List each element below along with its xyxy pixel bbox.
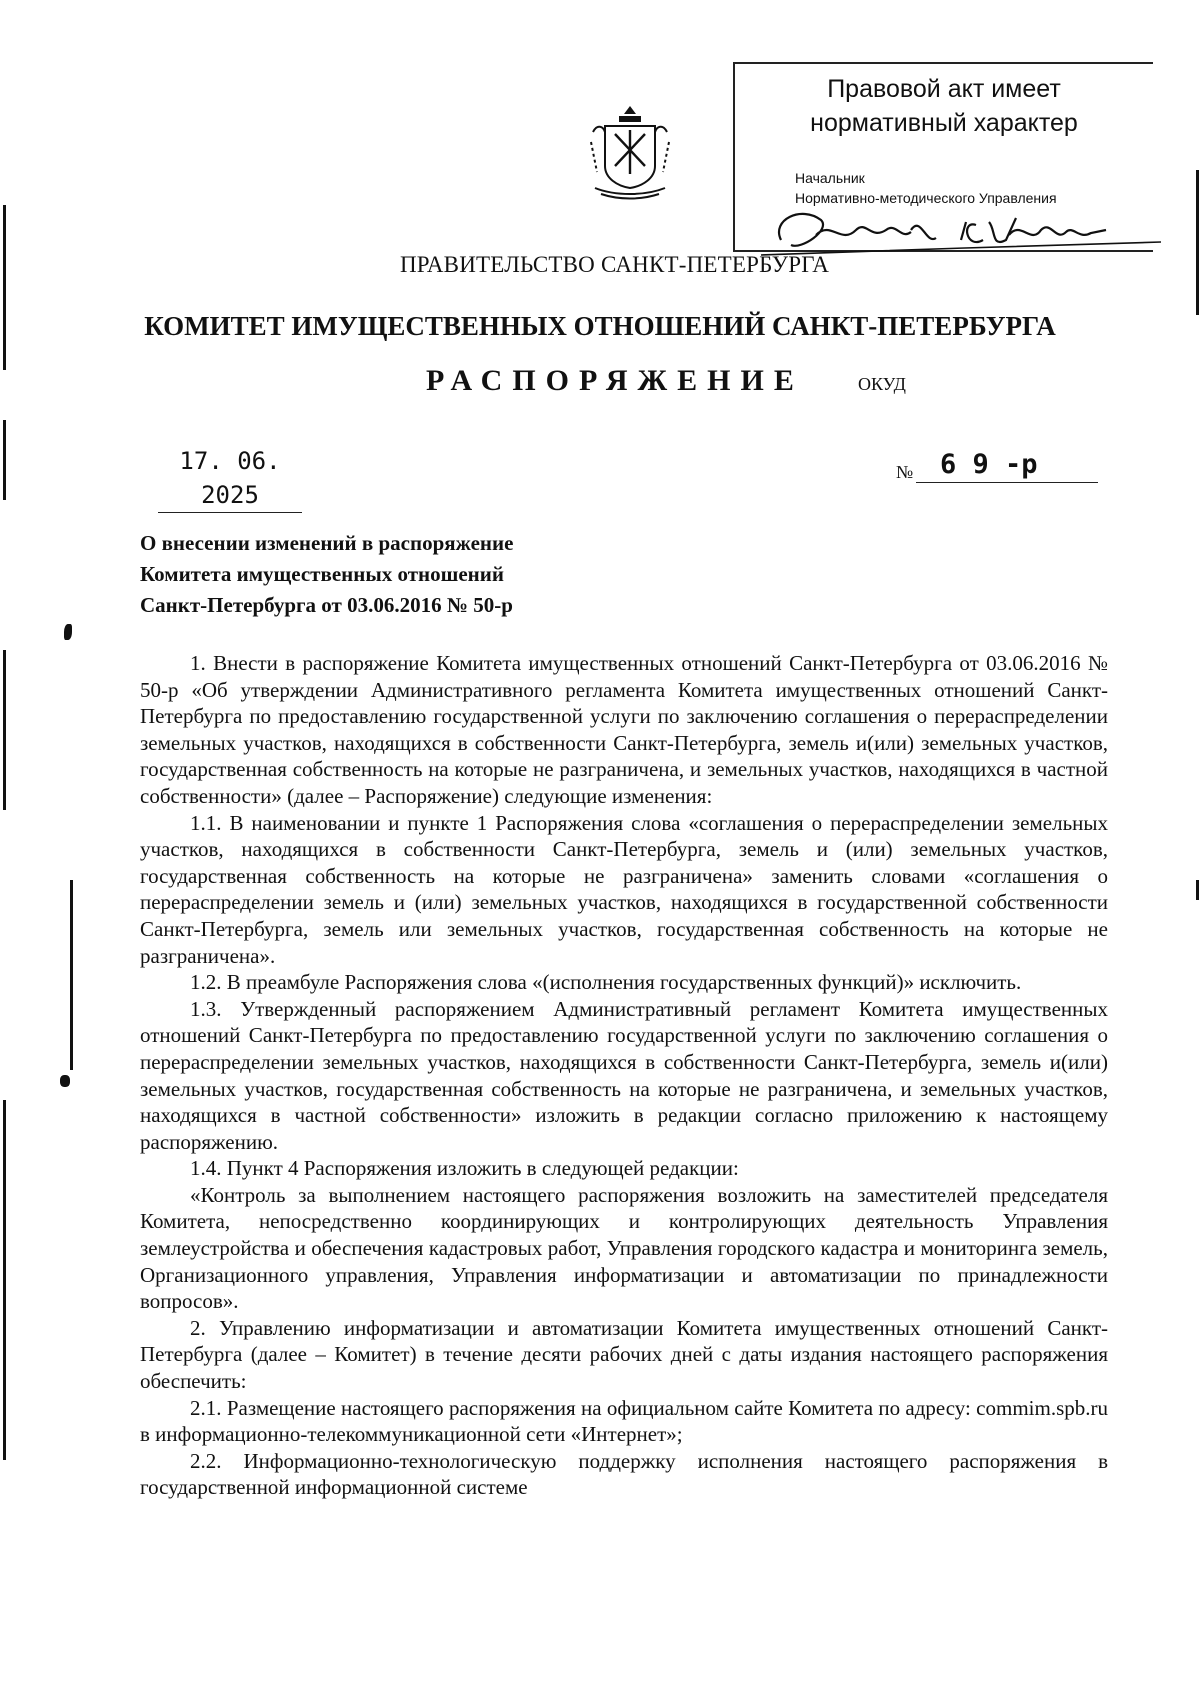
stamp-title-line: нормативный характер [810,109,1078,137]
document-date: 17. 06. 2025 [158,444,302,513]
number-label: № [896,462,914,482]
paragraph: 1.2. В преамбуле Распоряжения слова «(исполнения государственных функций)» исключить. [190,970,1022,995]
paragraph: «Контроль за выполнением настоящего распоряжения возложить на заместителей председателя Комитета, непосредственно координирующих и контролирующих деятельность Управления землеустройства и обеспечения кадастровых работ, Управления городского кадастра и мониторинга земель, Организационного управления, Управления информатизации и автоматизации по принадлежности вопросов». [140,1182,1108,1314]
scan-edge-mark [1196,880,1199,900]
paragraph: 2. Управлению информатизации и автоматизации Комитета имущественных отношений Санкт-Петербурга (далее – Комитет) в течение десяти рабочих дней с даты издания настоящего распоряжения обеспечить: [140,1315,1108,1394]
scan-edge-mark [3,1100,6,1460]
paragraph: 1.3. Утвержденный распоряжением Административный регламент Комитета имущественных отношений Санкт-Петербурга по предоставлению государственной услуги по заключению соглашения о перераспределении земельных участков, находящихся в собственности Санкт-Петербурга, земель и(или) земельных участков, государственная собственность на которые не разграничена, и земельных участков, находящихся в частной собственности» изложить в редакции согласно приложению к настоящему распоряжению. [140,996,1108,1154]
subject-line: О внесении изменений в распоряжение [140,531,514,555]
subject-line: Комитета имущественных отношений [140,562,504,586]
paragraph: 2.2. Информационно-технологическую поддержку исполнения настоящего распоряжения в государственной информационной системе [140,1448,1108,1500]
scan-edge-mark [3,650,6,810]
document-type: РАСПОРЯЖЕНИЕ [426,364,804,397]
scan-edge-mark [1196,170,1199,315]
stamp-role-line: Начальник [795,170,865,186]
document-body [140,650,1108,1501]
stamp-title [735,72,1153,140]
normative-stamp [733,62,1153,252]
subject-line: Санкт-Петербурга от 03.06.2016 № 50-р [140,593,513,617]
scan-edge-mark [64,624,72,640]
scan-edge-mark [3,205,6,370]
scan-edge-mark [70,880,73,1070]
paragraph: 1.4. Пункт 4 Распоряжения изложить в следующей редакции: [190,1156,739,1181]
paragraph: 2.1. Размещение настоящего распоряжения на официальном сайте Комитета по адресу: commim.spb.ru в информационно-телекоммуникационной сети «Интернет»; [140,1395,1108,1447]
government-title: ПРАВИТЕЛЬСТВО САНКТ-ПЕТЕРБУРГА [400,252,830,277]
committee-title: КОМИТЕТ ИМУЩЕСТВЕННЫХ ОТНОШЕНИЙ САНКТ-ПЕТЕРБУРГА [144,311,1056,341]
paragraph: 1. Внести в распоряжение Комитета имущественных отношений Санкт-Петербурга от 03.06.2016 № 50-р «Об утверждении Административного регламента Комитета имущественных отношений Санкт-Петербурга по предоставлению государственной услуги по заключению соглашения о перераспределении земельных участков, находящихся в собственности Санкт-Петербурга, земель и(или) земельных участков, государственная собственность на которые не разграничена, и земельных участков, находящихся в частной собственности» (далее – Распоряжение) следующие изменения: [140,651,1108,808]
stamp-role-line: Нормативно-методического Управления [795,190,1057,206]
coat-of-arms-icon [585,102,675,202]
document-number: 6 9 -р [916,448,1098,483]
stamp-title-line: Правовой акт имеет [827,75,1061,103]
okud-label: ОКУД [858,374,906,394]
scan-edge-mark [3,420,6,500]
paragraph: 1.1. В наименовании и пункте 1 Распоряжения слова «соглашения о перераспределении земельных участков, находящихся в собственности Санкт-Петербурга, земель и (или) земельных участков, государственная собственность на которые не разграничена» заменить словами «соглашения о перераспределении земель и (или) земельных участков, находящихся в государственной собственности Санкт-Петербурга, земель или земельных участков, государственная собственность на которые не разграничена». [140,810,1108,968]
scan-edge-mark [60,1075,70,1087]
document-subject [140,528,513,621]
